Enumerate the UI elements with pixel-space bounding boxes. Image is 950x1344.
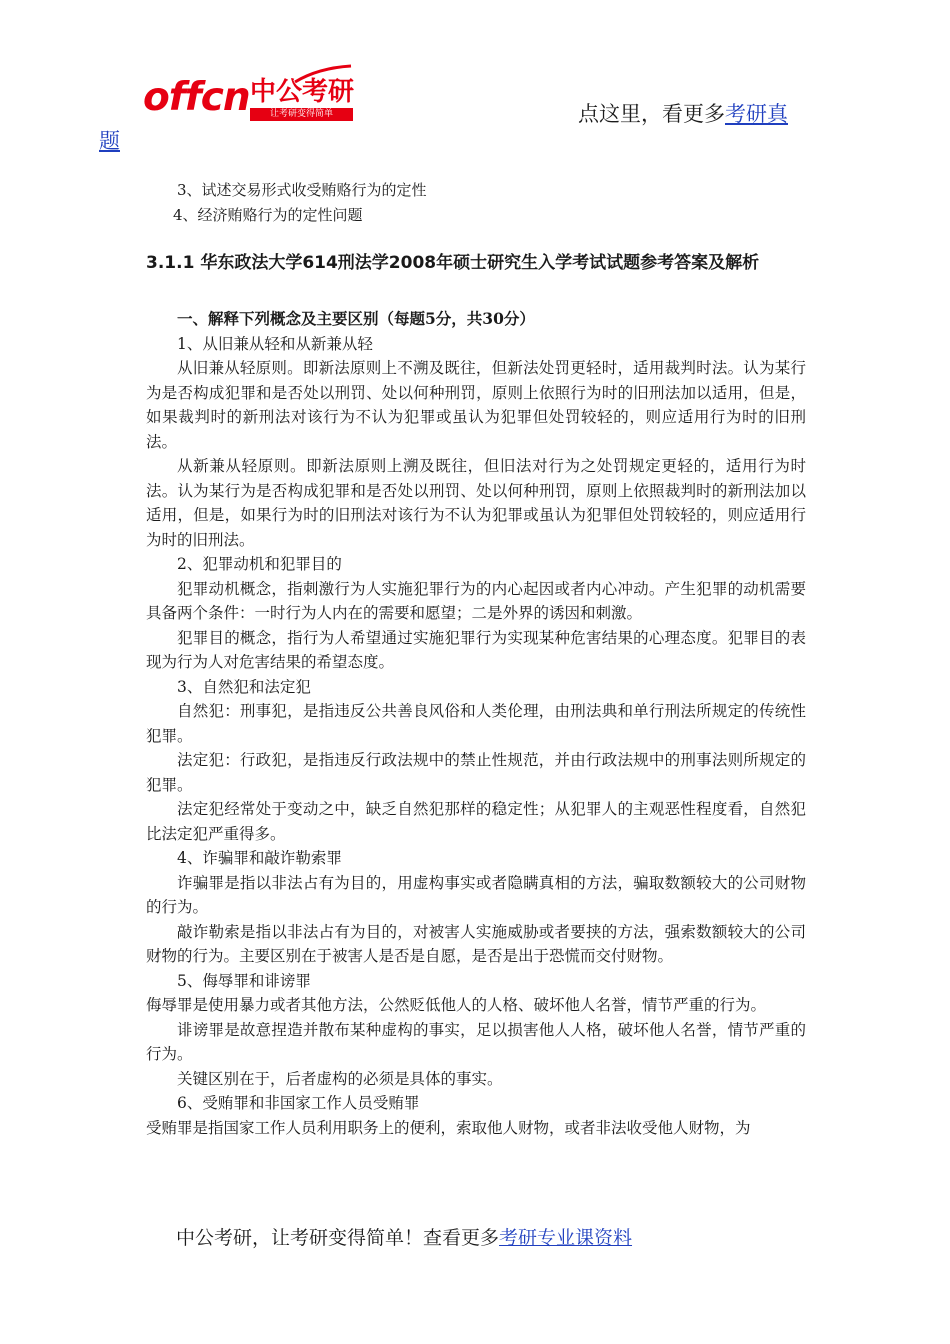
paragraph: 受贿罪是指国家工作人员利用职务上的便利，索取他人财物，或者非法收受他人财物，为 (146, 1118, 751, 1137)
logo-wordmark: offcn (143, 75, 250, 120)
header-promo-prefix: 点这里，看更多 (578, 102, 725, 126)
footer-link-materials[interactable]: 考研专业课资料 (499, 1227, 633, 1249)
part-title: 一、解释下列概念及主要区别（每题5分，共30分） (177, 309, 535, 328)
header-link-exam-questions-cont[interactable]: 题 (99, 129, 120, 153)
toc-item: 4、经济贿赂行为的定性问题 (173, 205, 363, 224)
toc-item: 3、试述交易形式收受贿赂行为的定性 (177, 181, 427, 199)
footer-promo-prefix: 中公考研，让考研变得简单！查看更多 (176, 1227, 500, 1249)
paragraph: 法定犯经常处于变动之中，缺乏自然犯那样的稳定性；从犯罪人的主观恶性程度看，自然犯比法定犯严重得多。 (146, 800, 806, 843)
paragraph: 从新兼从轻原则。即新法原则上溯及既往，但旧法对行为之处罚规定更轻的，适用行为时法。认为某行为是否构成犯罪和是否处以刑罚、处以何种刑罚，原则上依照裁判时的新刑法加以适用，但是，如果行为时的旧刑法对该行为不认为犯罪或虽认为犯罪但处罚较轻的，则应适用行为时的旧刑法。 (146, 457, 806, 549)
paragraph: 犯罪动机概念，指刺激行为人实施犯罪行为的内心起因或者内心冲动。产生犯罪的动机需要具备两个条件：一时行为人内在的需要和愿望；二是外界的诱因和刺激。 (146, 579, 806, 622)
offcn-logo[interactable] (143, 64, 358, 124)
paragraph: 敲诈勒索是指以非法占有为目的，对被害人实施威胁或者要挟的方法，强索数额较大的公司财物的行为。主要区别在于被害人是否是自愿，是否是出于恐慌而交付财物。 (146, 922, 806, 965)
question-title: 5、侮辱罪和诽谤罪 (177, 971, 311, 990)
header-link-exam-questions[interactable]: 考研真 (725, 102, 788, 126)
paragraph: 诽谤罪是故意捏造并散布某种虚构的事实，足以损害他人人格，破坏他人名誉，情节严重的行为。 (146, 1020, 806, 1063)
section-title: 3.1.1 华东政法大学614刑法学2008年硕士研究生入学考试试题参考答案及解析 (146, 253, 760, 273)
document-body (146, 178, 806, 1140)
header-promo (578, 100, 788, 128)
paragraph: 犯罪目的概念，指行为人希望通过实施犯罪行为实现某种危害结果的心理态度。犯罪目的表现为行为人对危害结果的希望态度。 (146, 628, 806, 671)
footer-promo (176, 1225, 632, 1251)
question-title: 4、诈骗罪和敲诈勒索罪 (177, 849, 342, 867)
question-title: 2、犯罪动机和犯罪目的 (177, 555, 342, 573)
paragraph: 关键区别在于，后者虚构的必须是具体的事实。 (177, 1069, 503, 1088)
paragraph: 诈骗罪是指以非法占有为目的，用虚构事实或者隐瞒真相的方法，骗取数额较大的公司财物的行为。 (146, 873, 806, 916)
paragraph: 自然犯：刑事犯，是指违反公共善良风俗和人类伦理，由刑法典和单行刑法所规定的传统性犯罪。 (146, 702, 806, 745)
question-title: 1、从旧兼从轻和从新兼从轻 (177, 334, 373, 353)
question-title: 3、自然犯和法定犯 (177, 677, 311, 696)
paragraph: 从旧兼从轻原则。即新法原则上不溯及既往，但新法处罚更轻时，适用裁判时法。认为某行为是否构成犯罪和是否处以刑罚、处以何种刑罚，原则上依照行为时的旧刑法加以适用，但是，如果裁判时的新刑法对该行为不认为犯罪或虽认为犯罪但处罚较轻的，则应适用行为时的旧刑法。 (146, 359, 806, 451)
logo-brand-text: 中公考研 (250, 77, 355, 107)
paragraph: 侮辱罪是使用暴力或者其他方法，公然贬低他人的人格、破坏他人名誉，情节严重的行为。 (146, 996, 767, 1014)
question-title: 6、受贿罪和非国家工作人员受贿罪 (177, 1094, 420, 1112)
logo-tagline: 让考研变得简单 (250, 108, 353, 121)
paragraph: 法定犯：行政犯，是指违反行政法规中的禁止性规范，并由行政法规中的刑事法则所规定的犯罪。 (146, 751, 806, 794)
header-promo-tail (99, 127, 120, 155)
